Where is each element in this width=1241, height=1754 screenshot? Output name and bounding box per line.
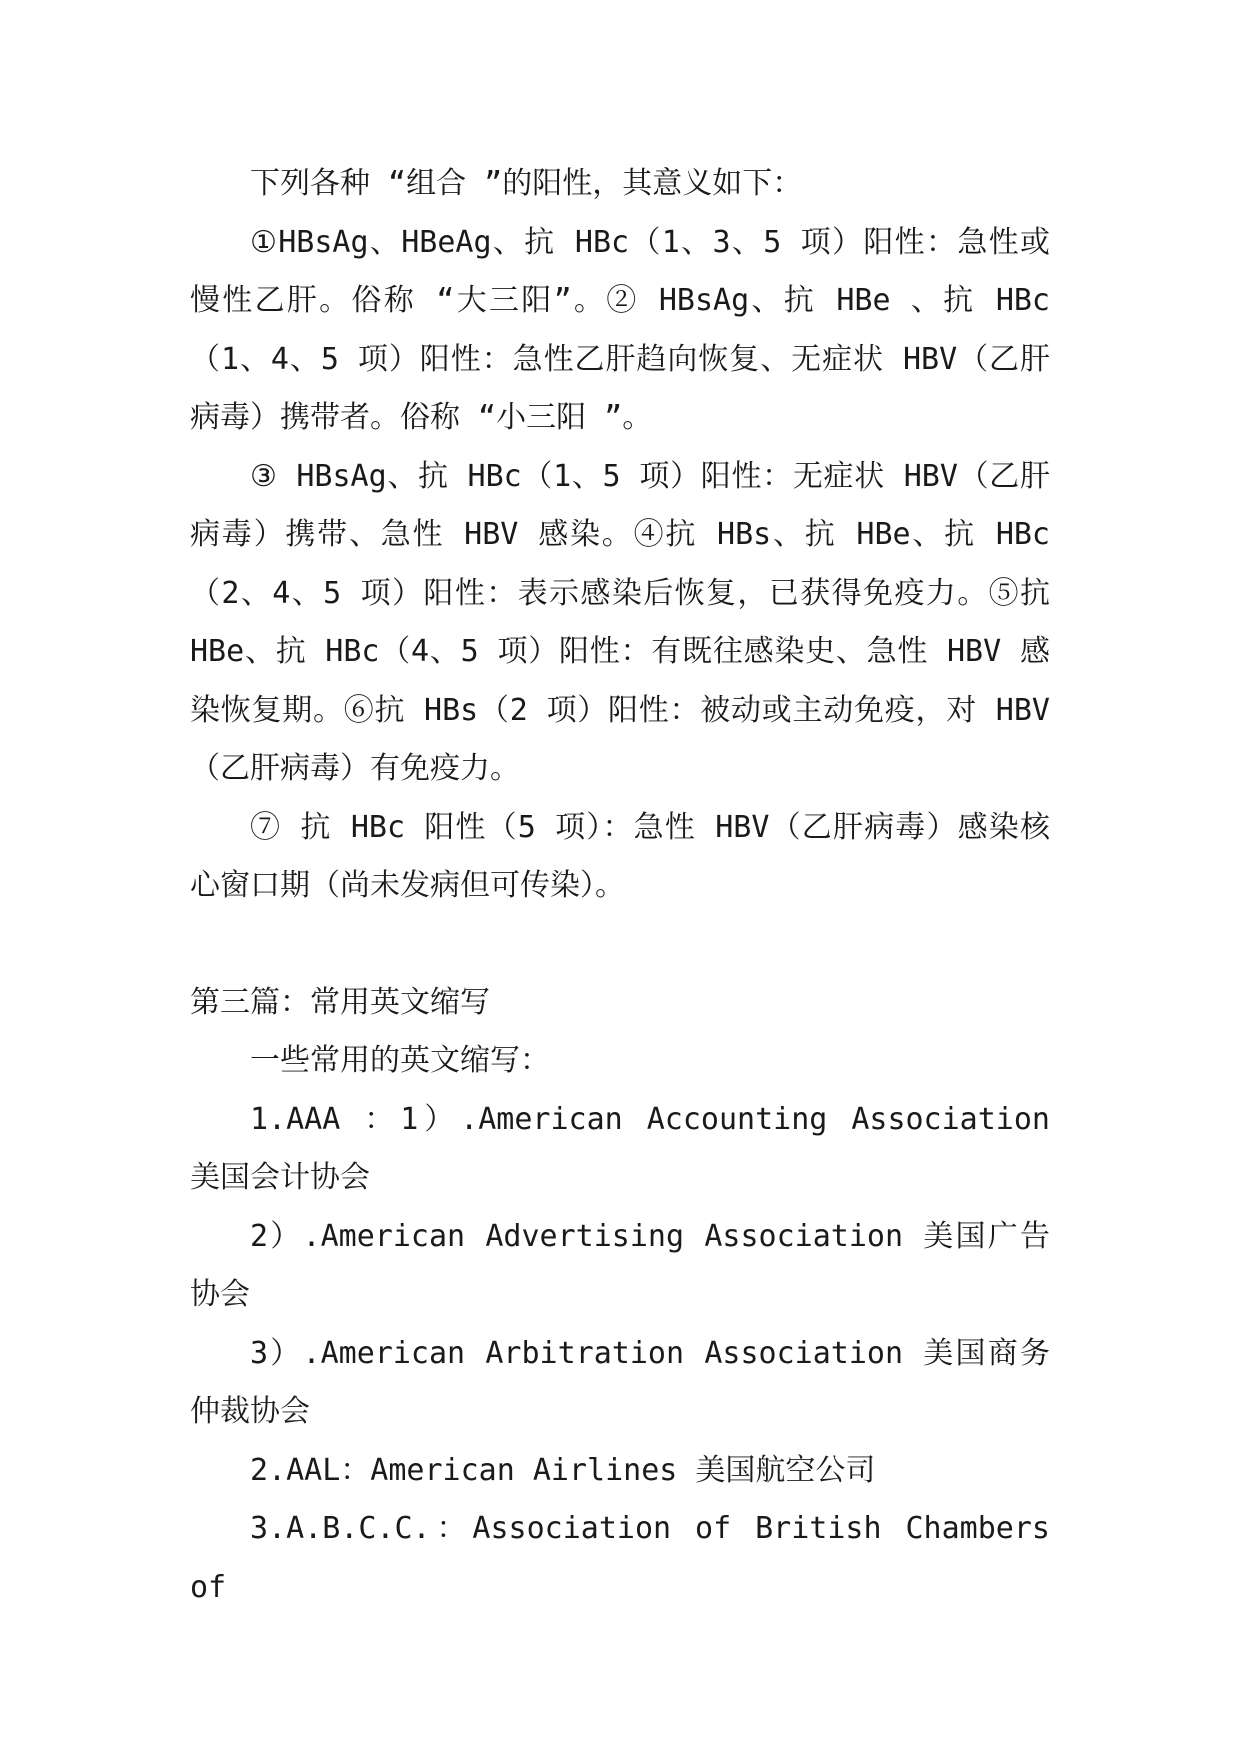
abbreviation-entry-abcc: 3.A.B.C.C.：Association of British Chambers of (190, 1511, 1050, 1605)
abbreviation-entry-aaa-1: 1.AAA ：1）.American Accounting Association 美国会计协会 (190, 1101, 1050, 1195)
section-title: 第三篇：常用英文缩写 (190, 984, 490, 1020)
abbreviation-entry-aal: 2.AAL：American Airlines 美国航空公司 (250, 1452, 876, 1488)
section-gap (190, 916, 1050, 974)
abbreviation-entry-aaa-3: 3）.American Arbitration Association 美国商务仲裁协会 (190, 1335, 1050, 1429)
document-body (190, 155, 1050, 1617)
paragraph-intro: 下列各种 “组合 ”的阳性，其意义如下： (250, 166, 803, 201)
paragraph-combination-7: ⑦ 抗 HBc 阳性（5 项）：急性 HBV（乙肝病毒）感染核心窗口期（尚未发病但可传染）。 (190, 809, 1050, 903)
paragraph-combination-3-6: ③ HBsAg、抗 HBc（1、5 项）阳性：无症状 HBV（乙肝病毒）携带、急性 HBV 感染。④抗 HBs、抗 HBe、抗 HBc（2、4、5 项）阳性：表示感染后恢复，已获得免疫力。⑤抗 HBe、抗 HBc（4、5 项）阳性：有既往感染史、急性 HBV 感染恢复期。⑥抗 HBs（2 项）阳性：被动或主动免疫，对 HBV（乙肝病毒）有免疫力。 (190, 458, 1050, 786)
abbreviation-entry-aaa-2: 2）.American Advertising Association 美国广告协会 (190, 1218, 1050, 1312)
paragraph-combination-1-2: ①HBsAg、HBeAg、抗 HBc（1、3、5 项）阳性：急性或慢性乙肝。俗称 “大三阳”。② HBsAg、抗 HBe 、抗 HBc（1、4、5 项）阳性：急性乙肝趋向恢复、无症状 HBV（乙肝病毒）携带者。俗称 “小三阳 ”。 (190, 224, 1050, 435)
section-intro: 一些常用的英文缩写： (250, 1043, 550, 1078)
